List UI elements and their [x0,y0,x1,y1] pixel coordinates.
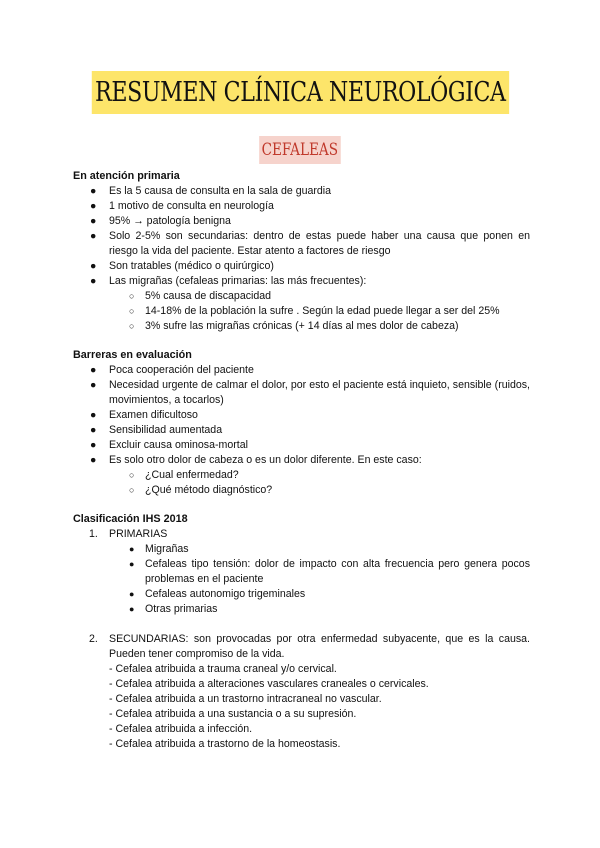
list-item: ● 1 motivo de consulta en neurología [90,200,274,212]
list-item: ● Poca cooperación del paciente [90,364,254,376]
primary-care-heading: En atención primaria [73,170,180,182]
sub-list-item: ● Cefaleas autonomigo trigeminales [129,588,306,600]
bullet-icon: ● [129,604,135,614]
circle-bullet-icon: ○ [129,291,135,301]
subtitle-wrapper [0,136,600,164]
section-title: CEFALEAS [259,136,340,164]
list-item: ● Excluir causa ominosa-mortal [90,439,248,451]
list-item: ● Es solo otro dolor de cabeza o es un dolor diferente. En este caso: [90,454,422,466]
barriers-list [73,363,530,498]
bullet-icon: ● [90,230,97,242]
bullet-icon: ● [90,215,97,227]
list-number: 2. [89,633,98,645]
bullet-icon: ● [129,589,135,599]
title-wrapper [0,71,600,114]
sub-list-item: ○ 3% sufre las migrañas crónicas (+ 14 días al mes dolor de cabeza) [129,320,459,332]
numbered-item-primary [73,527,530,542]
bullet-icon: ● [90,260,97,272]
numbered-item-secondary [73,632,530,662]
secondary-label: SECUNDARIAS: son provocadas por otra enfermedad subyacente, que es la causa. Pueden tener compromiso de la vida. [109,633,530,660]
circle-bullet-icon: ○ [129,321,135,331]
sub-list-item: ○ ¿Qué método diagnóstico? [129,484,273,496]
bullet-icon: ● [129,544,135,554]
page-title: RESUMEN CLÍNICA NEUROLÓGICA [91,71,508,114]
circle-bullet-icon: ○ [129,485,135,495]
list-item: ● 95% → patología benigna [90,215,231,227]
list-item: ● Es la 5 causa de consulta en la sala de guardia [90,185,332,197]
barriers-heading: Barreras en evaluación [73,349,192,361]
secondary-cause-item: - Cefalea atribuida a alteraciones vasculares craneales o cervicales. [109,678,429,690]
bullet-icon: ● [90,409,97,421]
list-item: ● Examen dificultoso [90,409,198,421]
sub-list-item: ○ 14-18% de la población la sufre . Según la edad puede llegar a ser del 25% [129,305,500,317]
sub-list-item: ○ ¿Cual enfermedad? [129,469,239,481]
sub-list-item: ○ 5% causa de discapacidad [129,290,272,302]
sub-list-item: ● Migrañas [129,543,189,555]
sub-list-item: ● Cefaleas tipo tensión: dolor de impacto con alta frecuencia pero genera pocos problemas en el paciente [129,558,530,585]
list-item: ● Las migrañas (cefaleas primarias: las más frecuentes): [90,275,367,287]
circle-bullet-icon: ○ [129,306,135,316]
bullet-icon: ● [90,275,97,287]
bullet-icon: ● [90,200,97,212]
bullet-icon: ● [90,454,97,466]
document-body [73,169,530,752]
list-item: ● Solo 2-5% son secundarias: dentro de estas puede haber una causa que ponen en riesgo la vida del paciente. Estar atento a factores de riesgo [90,230,530,257]
secondary-causes [73,662,530,752]
list-item: ● Sensibilidad aumentada [90,424,223,436]
sub-list-item: ● Otras primarias [129,603,218,615]
classification-list-secondary [73,632,530,662]
classification-heading: Clasificación IHS 2018 [73,513,188,525]
secondary-cause-item: - Cefalea atribuida a una sustancia o a su supresión. [109,708,357,720]
primary-care-list [73,184,530,334]
classification-list [73,527,530,617]
secondary-cause-item: - Cefalea atribuida a infección. [109,723,253,735]
list-item: ● Necesidad urgente de calmar el dolor, por esto el paciente está inquieto, sensible (ruidos, movimientos, a tocarlos) [90,379,530,406]
bullet-icon: ● [90,379,97,391]
bullet-icon: ● [90,185,97,197]
list-item: ● Son tratables (médico o quirúrgico) [90,260,274,272]
list-number: 1. [89,528,98,540]
bullet-icon: ● [90,424,97,436]
bullet-icon: ● [129,559,135,569]
secondary-cause-item: - Cefalea atribuida a un trastorno intracraneal no vascular. [109,693,382,705]
circle-bullet-icon: ○ [129,470,135,480]
bullet-icon: ● [90,364,97,376]
primary-label: PRIMARIAS [109,528,168,540]
bullet-icon: ● [90,439,97,451]
secondary-cause-item: - Cefalea atribuida a trastorno de la homeostasis. [109,738,341,750]
secondary-cause-item: - Cefalea atribuida a trauma craneal y/o cervical. [109,663,337,675]
